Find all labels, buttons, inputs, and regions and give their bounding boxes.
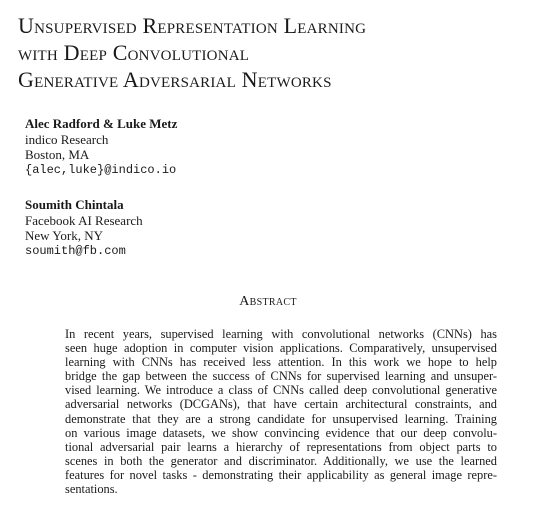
abstract-line: seen huge adoption in computer vision applications. Comparatively, unsupervised bbox=[65, 341, 497, 356]
abstract-line: adversarial networks (DCGANs), that have certain architectural constraints, and bbox=[65, 397, 497, 412]
paper-title bbox=[18, 12, 528, 93]
author-location: New York, NY bbox=[25, 228, 104, 243]
author-affiliation: Facebook AI Research bbox=[25, 212, 143, 228]
author-location: Boston, MA bbox=[25, 147, 90, 162]
author-block-2 bbox=[25, 197, 325, 259]
abstract-line: scenes in both the generator and discriminator. Additionally, we use the learned bbox=[65, 453, 497, 468]
abstract-line: tional adversarial pair learns a hierarchy of representations from object parts to bbox=[65, 439, 497, 454]
author-email: soumith@fb.com bbox=[25, 243, 126, 258]
abstract-line: sentations. bbox=[65, 482, 118, 497]
abstract-line: demonstrate that they are a strong candidate for unsupervised learning. Training bbox=[65, 411, 497, 426]
title-line-2: with Deep Convolutional bbox=[18, 40, 250, 65]
abstract-line: learning with CNNs has received less attention. In this work we hope to help bbox=[65, 355, 497, 370]
abstract-heading: Abstract bbox=[239, 294, 297, 309]
abstract-line: on various image datasets, we show convincing evidence that our deep convolu- bbox=[65, 425, 497, 440]
abstract-line: features for novel tasks - demonstrating their applicability as general image repre- bbox=[65, 467, 497, 482]
author-name: Soumith Chintala bbox=[25, 197, 124, 212]
abstract-line: vised learning. We introduce a class of CNNs called deep convolutional generative bbox=[65, 383, 497, 398]
author-name: Alec Radford & Luke Metz bbox=[25, 116, 178, 131]
author-block-1 bbox=[25, 116, 325, 178]
title-line-3: Generative Adversarial Networks bbox=[18, 67, 332, 92]
author-affiliation: indico Research bbox=[25, 131, 109, 147]
abstract-line: bridge the gap between the success of CNNs for supervised learning and unsuper- bbox=[65, 369, 497, 384]
author-email: {alec,luke}@indico.io bbox=[25, 162, 177, 177]
title-line-1: Unsupervised Representation Learning bbox=[18, 13, 367, 38]
abstract-line: In recent years, supervised learning with convolutional networks (CNNs) has bbox=[65, 327, 497, 341]
abstract-body bbox=[65, 327, 497, 496]
